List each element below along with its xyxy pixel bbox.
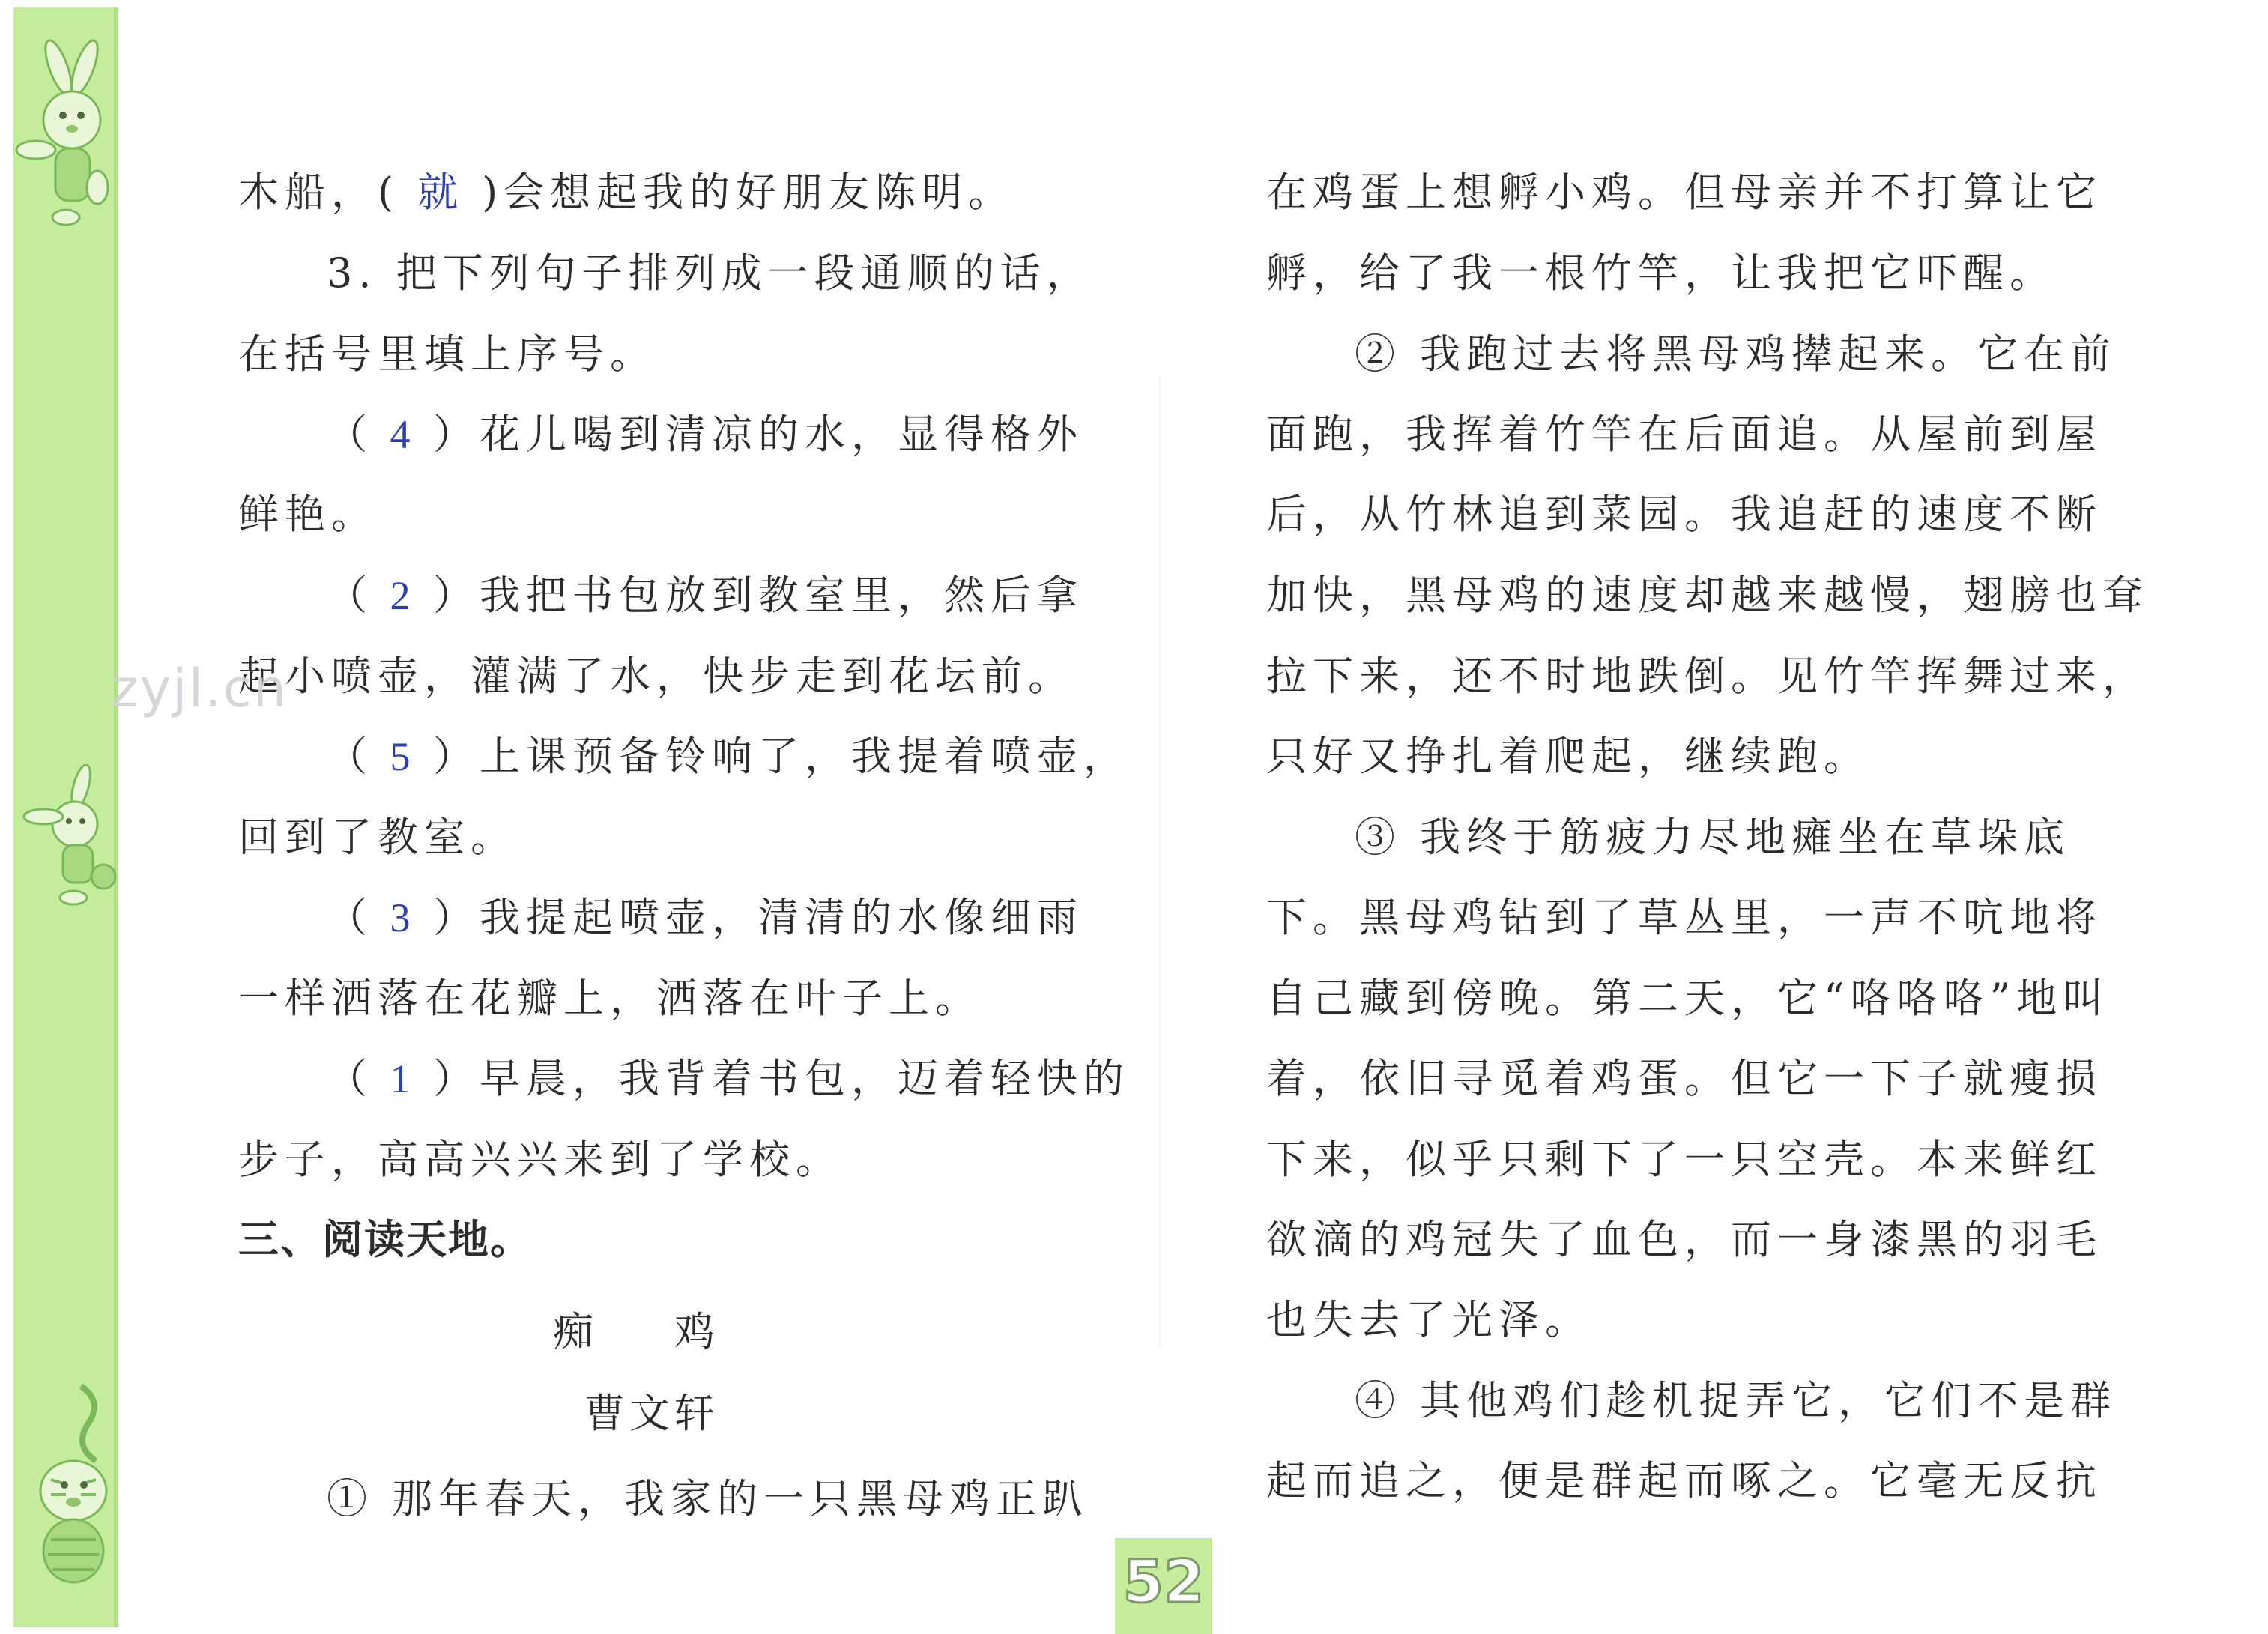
story-paragraph-1: ① 那年春天，我家的一只黑母鸡正趴	[327, 1475, 1089, 1522]
fill-in-sentence	[238, 166, 1014, 219]
story-line: 下来，似乎只剩下了一只空壳。本来鲜红	[1266, 1136, 2102, 1183]
ordering-item-cont: 鲜艳。	[238, 491, 378, 538]
ordering-item-cont: 步子，高高兴兴来到了学校。	[238, 1136, 842, 1183]
story-author: 曹文轩	[584, 1390, 719, 1437]
story-line: 起而追之，便是群起而啄之。它毫无反抗	[1266, 1457, 2102, 1504]
story-line: 着，依旧寻觅着鸡蛋。但它一下子就瘦损	[1266, 1055, 2102, 1102]
ordering-item	[327, 569, 1083, 622]
page-fold-shadow	[1158, 375, 1162, 1349]
bunny-mascot-icon	[13, 37, 126, 232]
open-paren: （	[327, 572, 373, 619]
question-3-prompt-cont: 在括号里填上序号。	[238, 330, 656, 378]
ordering-item	[327, 730, 1130, 783]
open-paren: （	[327, 733, 373, 780]
story-line: 后，从竹林追到菜园。我追赶的速度不断	[1266, 491, 2102, 538]
story-paragraph-2: ② 我跑过去将黑母鸡撵起来。它在前	[1355, 330, 2117, 378]
order-answer[interactable]: 1	[390, 1056, 417, 1101]
story-line: 自己藏到傍晚。第二天，它“咯咯咯”地叫	[1266, 975, 2110, 1022]
ordering-item	[327, 892, 1083, 944]
story-line: 也失去了光泽。	[1266, 1296, 1591, 1343]
ordering-item	[327, 1053, 1130, 1105]
close-paren: ）	[433, 733, 480, 780]
ordering-item-text: 我提起喷壶，清清的水像细雨	[480, 894, 1083, 941]
story-line: 拉下来，还不时地跌倒。见竹竿挥舞过来，	[1266, 653, 2149, 700]
story-paragraph-4: ④ 其他鸡们趁机捉弄它，它们不是群	[1355, 1377, 2117, 1424]
story-line: 加快，黑母鸡的速度却越来越慢，翅膀也耷	[1266, 572, 2149, 619]
story-line: 在鸡蛋上想孵小鸡。但母亲并不打算让它	[1266, 169, 2102, 216]
bunny-mascot-small-icon	[13, 764, 126, 914]
sentence-end: )会想起我的好朋友陈明。	[482, 169, 1015, 216]
story-line: 孵，给了我一根竹竿，让我把它吓醒。	[1266, 249, 2056, 297]
story-line: 欲滴的鸡冠失了血色，而一身漆黑的羽毛	[1266, 1216, 2102, 1263]
order-answer[interactable]: 2	[390, 573, 417, 618]
section-heading: 三、阅读天地。	[238, 1216, 532, 1263]
open-paren: （	[327, 411, 373, 458]
close-paren: ）	[433, 411, 480, 458]
answer-blank[interactable]: 就	[417, 170, 465, 215]
story-title: 痴 鸡	[553, 1308, 715, 1355]
ordering-item-cont: 起小喷壶，灌满了水，快步走到花坛前。	[238, 653, 1074, 700]
ordering-item-text: 上课预备铃响了，我提着喷壶，	[480, 733, 1130, 780]
open-paren: （	[327, 1055, 373, 1102]
ordering-item-text: 早晨，我背着书包，迈着轻快的	[480, 1055, 1130, 1102]
page-number-badge	[1115, 1538, 1212, 1634]
open-paren: （	[327, 894, 373, 941]
watermark: zyjl.cn	[111, 658, 288, 719]
sentence-start: 木船，(	[238, 169, 400, 216]
order-answer[interactable]: 3	[390, 895, 417, 940]
order-answer[interactable]: 4	[390, 412, 417, 457]
close-paren: ）	[433, 572, 480, 619]
ordering-item-text: 花儿喝到清凉的水，显得格外	[480, 411, 1083, 458]
close-paren: ）	[433, 894, 480, 941]
ordering-item-cont: 一样洒落在花瓣上，洒落在叶子上。	[238, 975, 982, 1022]
close-paren: ）	[433, 1055, 480, 1102]
ordering-item-cont: 回到了教室。	[238, 814, 517, 861]
story-line: 面跑，我挥着竹竿在后面追。从屋前到屋	[1266, 411, 2102, 458]
tiger-mascot-icon	[21, 1379, 126, 1596]
ordering-item-text: 我把书包放到教室里，然后拿	[480, 572, 1083, 619]
story-line: 下。黑母鸡钻到了草丛里，一声不吭地将	[1266, 894, 2102, 941]
question-3-prompt: 3. 把下列句子排列成一段通顺的话，	[327, 249, 1093, 297]
page-number: 52	[1122, 1549, 1205, 1616]
story-paragraph-3: ③ 我终于筋疲力尽地瘫坐在草垛底	[1355, 814, 2071, 861]
side-decoration-strip	[13, 7, 118, 1627]
order-answer[interactable]: 5	[390, 734, 417, 779]
story-line: 只好又挣扎着爬起，继续跑。	[1266, 733, 1870, 780]
ordering-item	[327, 408, 1083, 461]
